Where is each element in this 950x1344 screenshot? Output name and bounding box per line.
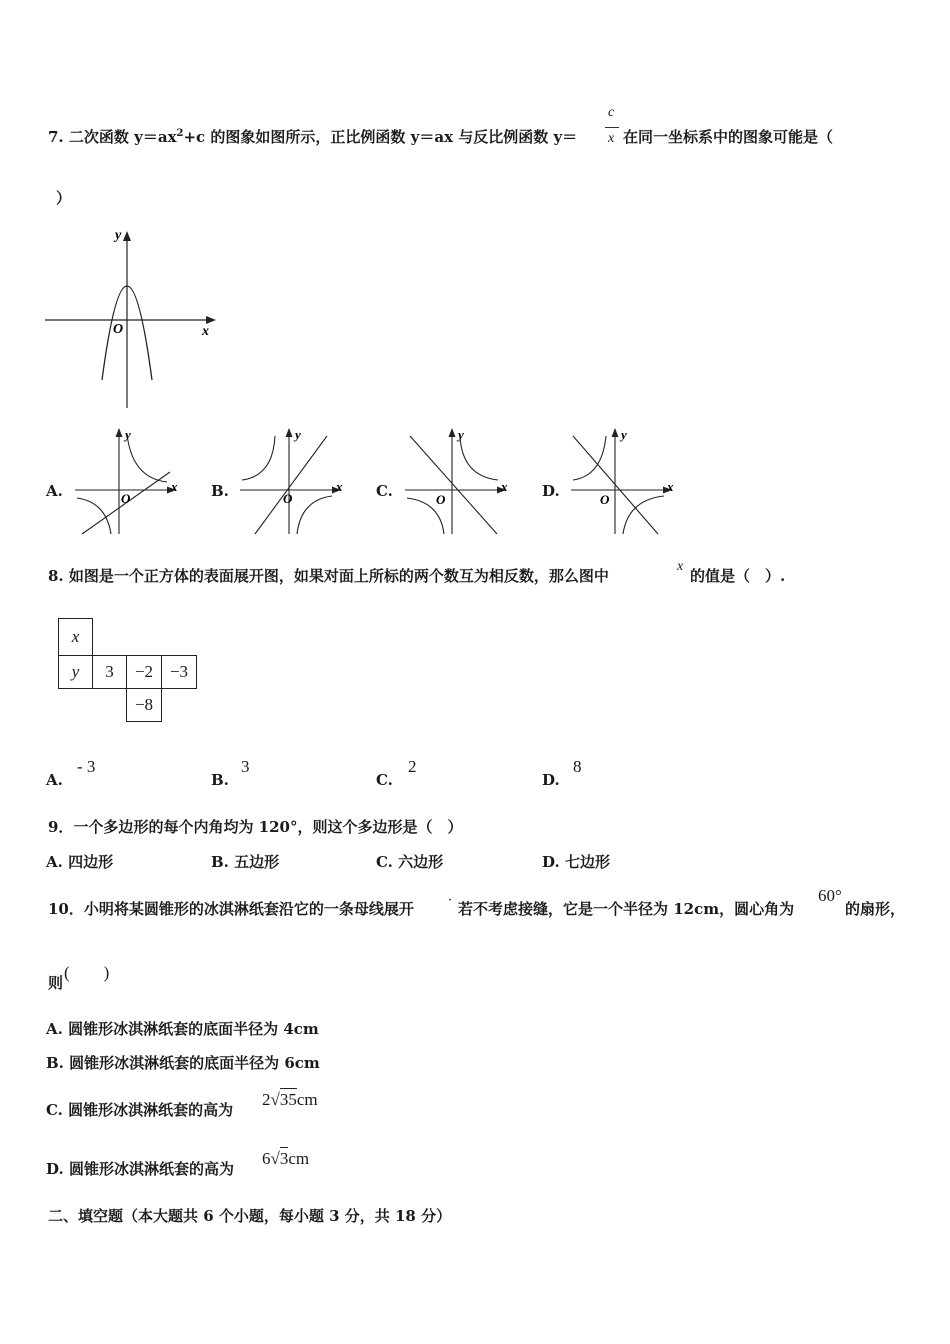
q7-option-b-graph[interactable] (237, 426, 349, 538)
q7-option-c-y-label: y (458, 427, 464, 442)
q7-option-a-y-label: y (125, 427, 131, 442)
q7-option-b-y-label: y (295, 427, 301, 442)
q10-stem-mid: 若不考虑接缝，它是一个半径为 12cm，圆心角为 (458, 900, 795, 918)
q10-option-c-value[interactable]: 2√35cm (262, 1090, 318, 1109)
q7-fraction-bar (605, 127, 619, 128)
q7-option-d-origin: O (600, 492, 610, 507)
q7-fraction-denominator: x (608, 131, 615, 146)
q10-stem-tail: 的扇形， (845, 900, 906, 918)
q7-option-b-origin: O (283, 491, 293, 506)
q7-option-a-x-label: x (171, 479, 178, 494)
q7-option-c-x-label: x (501, 479, 508, 494)
q7-axis-y-label: y (115, 228, 122, 243)
q7-axis-x-label: x (202, 324, 209, 339)
q7-option-c-origin: O (436, 492, 446, 507)
net-cell-y: y (58, 655, 93, 689)
section-2-title: 二、填空题（本大题共 6 个小题，每小题 3 分，共 18 分） (48, 1207, 452, 1225)
q7-origin-label: O (113, 322, 124, 337)
q7-option-c-letter[interactable]: C. (376, 482, 393, 500)
q10-option-a[interactable]: A. 圆锥形冰淇淋纸套的底面半径为 4cm (46, 1020, 319, 1038)
net-cell-neg8: −8 (126, 688, 162, 722)
net-cell-neg2: −2 (126, 655, 162, 689)
q7-stem: 7. 二次函数 $y=ax^2+c$ 的图象如图所示，正比例函数 y＝ax 与反比例函数 y＝ (48, 128, 578, 146)
q7-parabola-figure (40, 225, 220, 410)
q8-option-a-value[interactable]: - 3 (77, 757, 96, 776)
q8-option-a-letter[interactable]: A. (46, 771, 63, 789)
q10-stem: 10．小明将某圆锥形的冰淇淋纸套沿它的一条母线展开 (48, 900, 414, 918)
q7-close-paren: ） (56, 189, 72, 207)
q8-stem: 8. 如图是一个正方体的表面展开图，如果对面上所标的两个数互为相反数，那么图中 (48, 567, 609, 585)
net-cell-x: x (58, 618, 93, 656)
q9-option-c[interactable]: C. 六边形 (376, 853, 444, 871)
q8-option-b-letter[interactable]: B. (211, 771, 229, 789)
q7-option-a-origin: O (121, 491, 131, 506)
q7-option-c-graph[interactable] (402, 426, 514, 538)
q8-stem-var: x (677, 559, 684, 574)
q7-option-a-graph[interactable] (72, 426, 184, 538)
q10-option-d-value[interactable]: 6√3cm (262, 1149, 310, 1168)
q9-stem: 9．一个多边形的每个内角均为 120°，则这个多边形是（ ） (48, 818, 463, 836)
q7-option-b-letter[interactable]: B. (211, 482, 229, 500)
q10-answer-paren: ( ) (64, 963, 110, 982)
sqrt-sign: √ (270, 1090, 280, 1109)
q9-option-d[interactable]: D. 七边形 (542, 853, 610, 871)
net-cell-neg3: −3 (161, 655, 197, 689)
q7-option-b-x-label: x (336, 479, 343, 494)
q8-option-c-letter[interactable]: C. (376, 771, 393, 789)
q10-option-d[interactable]: D. 圆锥形冰淇淋纸套的高为 (46, 1160, 234, 1178)
q7-option-d-x-label: x (667, 479, 674, 494)
q10-then: 则 (48, 974, 64, 992)
net-cell-3: 3 (92, 655, 127, 689)
q9-option-b[interactable]: B. 五边形 (211, 853, 280, 871)
q7-option-d-y-label: y (621, 427, 627, 442)
q8-option-b-value[interactable]: 3 (241, 757, 250, 776)
sqrt-sign: √ (270, 1149, 280, 1168)
q7-number: 7. (48, 128, 64, 146)
q10-option-c[interactable]: C. 圆锥形冰淇淋纸套的高为 (46, 1101, 234, 1119)
q8-option-c-value[interactable]: 2 (408, 757, 417, 776)
q7-option-a-letter[interactable]: A. (46, 482, 63, 500)
q7-stem-tail: 在同一坐标系中的图象可能是（ (623, 128, 834, 146)
q7-fraction-numerator: c (608, 105, 615, 120)
q7-option-d-letter[interactable]: D. (542, 482, 560, 500)
q8-number: 8. (48, 567, 64, 585)
q7-option-d-graph[interactable] (568, 426, 680, 538)
q8-stem-tail: 的值是（ ）. (690, 567, 786, 585)
q10-angle: 60° (818, 886, 842, 905)
q10-stem-dot: · (448, 893, 453, 908)
q8-option-d-letter[interactable]: D. (542, 771, 560, 789)
q8-option-d-value[interactable]: 8 (573, 757, 582, 776)
q10-option-b[interactable]: B. 圆锥形冰淇淋纸套的底面半径为 6cm (46, 1054, 320, 1072)
q9-option-a[interactable]: A. 四边形 (46, 853, 114, 871)
